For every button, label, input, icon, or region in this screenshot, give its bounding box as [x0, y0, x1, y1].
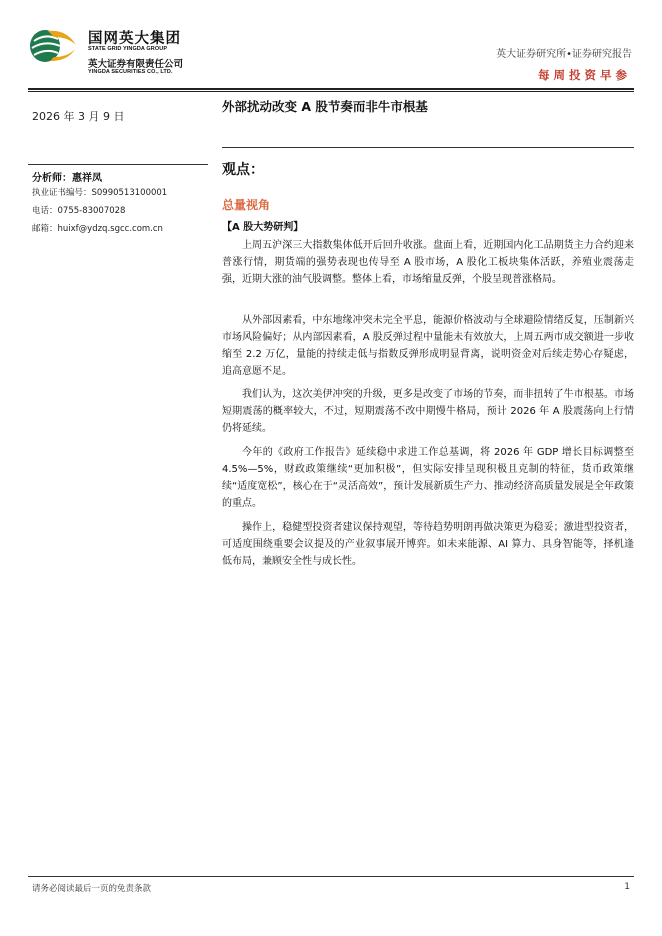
subsection-heading: 【A 股大势研判】 — [222, 222, 304, 233]
body-paragraph: 上周五沪深三大指数集体低开后回升收涨。盘面上看，近期国内化工品期货主力合约迎来普涨行情，期货端的强势表现也传导至 A 股市场，A 股化工板块集体活跃，养殖业震荡走强，近期大涨的油气股调整。整体上看，市场缩量反弹，个股呈现普涨格局。 — [222, 240, 634, 285]
brand-name-en: STATE GRID YINGDA GROUP — [88, 46, 168, 52]
brand-name-cn: 国网英大集团 — [88, 31, 181, 47]
footer-divider — [28, 876, 634, 877]
analyst-email: 邮箱：huixf@ydzq.sgcc.com.cn — [32, 224, 163, 234]
analyst-name: 分析师：惠祥凤 — [32, 173, 102, 184]
company-logo-icon — [28, 27, 78, 65]
analyst-divider — [28, 164, 208, 165]
analyst-phone: 电话：0755-83007028 — [32, 206, 126, 216]
report-type-label: 每周投资早参 — [538, 68, 631, 82]
institute-label: 英大证券研究所•证券研究报告 — [496, 49, 632, 60]
report-date: 2026 年 3 月 9 日 — [32, 110, 125, 123]
page-number: 1 — [624, 882, 630, 892]
analyst-cert: 执业证书编号：S0990513100001 — [32, 188, 168, 198]
report-title: 外部扰动改变 A 股节奏而非牛市根基 — [222, 99, 428, 114]
body-paragraph: 今年的《政府工作报告》延续稳中求进工作总基调，将 2026 年 GDP 增长目标调整至 4.5%—5%，财政政策继续“更加积极”，但实际安排呈现积极且克制的特征，货币政策继续“适度宽松”，核心在于“灵活高效”，预计发展新质生产力、推动经济高质量发展是全年政策的重点。 — [222, 447, 634, 509]
body-paragraph: 我们认为，这次美伊冲突的升级，更多是改变了市场的节奏，而非扭转了牛市根基。市场短期震荡的概率较大，不过，短期震荡不改中期慢牛格局，预计 2026 年 A 股震荡向上行情仍将延续。 — [222, 389, 634, 434]
company-name-en: YINGDA SECURITIES CO., LTD. — [88, 69, 173, 75]
section-heading: 总量视角 — [222, 198, 271, 212]
title-divider — [222, 147, 634, 148]
company-name-cn: 英大证券有限责任公司 — [88, 59, 184, 70]
viewpoint-heading: 观点： — [222, 162, 264, 178]
header-rule-thick — [28, 88, 634, 90]
header-rule-thin — [28, 91, 634, 92]
body-paragraph: 操作上，稳健型投资者建议保持观望，等待趋势明朗再做决策更为稳妥；激进型投资者，可适度围绕重要会议提及的产业叙事展开博弈。如未来能源、AI 算力、具身智能等，择机逢低布局，兼顾安全性与成长性。 — [222, 522, 634, 567]
footer-disclaimer: 请务必阅读最后一页的免责条款 — [32, 884, 152, 894]
body-paragraph: 从外部因素看，中东地缘冲突未完全平息，能源价格波动与全球避险情绪反复，压制新兴市场风险偏好；从内部因素看，A 股反弹过程中量能未有效放大，上周五两市成交额进一步收缩至 2.2 万亿，量能的持续走低与指数反弹形成明显背离，说明资金对后续走势心存疑虑，追高意愿不足。 — [222, 315, 634, 377]
